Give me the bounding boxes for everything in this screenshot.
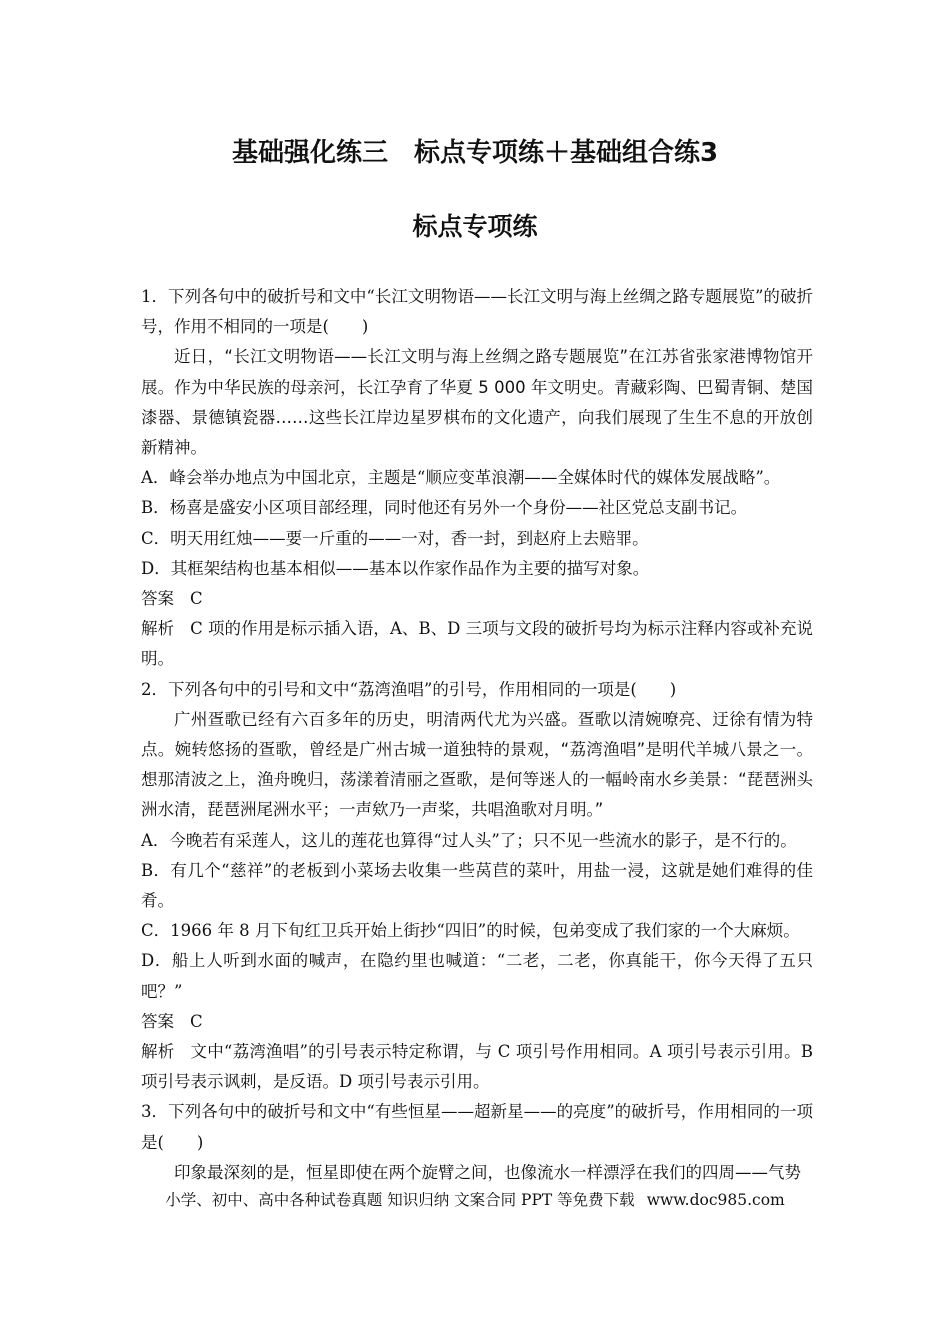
analysis-text: 文中“荔湾渔唱”的引号表示特定称谓，与 C 项引号作用相同。A 项引号表示引用。B 项引号表示讽刺，是反语。D 项引号表示引用。	[141, 1042, 813, 1092]
page-title: 基础强化练三 标点专项练＋基础组合练3	[231, 138, 719, 168]
question-2-option-c: C．1966 年 8 月下旬红卫兵开始上街抄“四旧”的时候，包弟变成了我们家的一个大麻烦。	[141, 921, 800, 941]
section-title: 标点专项练	[412, 212, 538, 241]
question-1-answer	[141, 584, 813, 614]
question-2-option-d: D．船上人听到水面的喊声，在隐约里也喊道：“二老，二老，你真能干，你今天得了五只吧？”	[141, 951, 813, 1001]
answer-value: C	[190, 1011, 203, 1031]
footer-text: 小学、初中、高中各种试卷真题 知识归纳 文案合同 PPT 等免费下载	[165, 1191, 635, 1209]
question-2-analysis	[141, 1037, 813, 1097]
analysis-label: 解析	[141, 1042, 175, 1062]
answer-value: C	[190, 589, 203, 609]
question-2-option-a: A．今晚若有采莲人，这儿的莲花也算得“过人头”了；只不见一些流水的影子，是不行的。	[141, 830, 797, 850]
question-1-analysis	[141, 614, 813, 674]
answer-label: 答案	[141, 589, 174, 609]
analysis-label: 解析	[141, 619, 175, 639]
question-2-option-b: B．有几个“慈祥”的老板到小菜场去收集一些莴苣的菜叶，用盐一浸，这就是她们难得的佳肴。	[141, 860, 813, 911]
analysis-text: C 项的作用是标示插入语，A、B、D 三项与文段的破折号均为标示注释内容或补充说明。	[141, 619, 814, 669]
page-footer	[0, 1189, 950, 1211]
question-1-passage: 近日，“长江文明物语——长江文明与海上丝绸之路专题展览”在江苏省张家港博物馆开展。作为中华民族的母亲河，长江孕育了华夏 5 000 年文明史。青藏彩陶、巴蜀青铜、楚国漆器、景德镇瓷器……这些长江岸边星罗棋布的文化遗产，向我们展现了生生不息的开放创新精神。	[141, 347, 813, 458]
question-1-option-d: D．其框架结构也基本相似——基本以作家作品作为主要的描写对象。	[141, 558, 650, 578]
question-1-option-a: A．峰会举办地点为中国北京，主题是“顺应变革浪潮——全媒体时代的媒体发展战略”。	[141, 468, 781, 488]
answer-label: 答案	[141, 1011, 174, 1031]
question-2-stem: 2．下列各句中的引号和文中“荔湾渔唱”的引号，作用相同的一项是( )	[141, 679, 677, 699]
content-body	[141, 282, 813, 1188]
question-1-option-b: B．杨喜是盛安小区项目部经理，同时他还有另外一个身份——社区党总支副书记。	[141, 498, 748, 518]
footer-url[interactable]: www.doc985.com	[646, 1191, 785, 1209]
question-2-passage: 广州疍歌已经有六百多年的历史，明清两代尤为兴盛。疍歌以清婉嘹亮、迂徐有情为特点。婉转悠扬的疍歌，曾经是广州古城一道独特的景观，“荔湾渔唱”是明代羊城八景之一。想那清波之上，渔舟晚归，荡漾着清丽之疍歌，是何等迷人的一幅岭南水乡美景：“琵琶洲头洲水清，琵琶洲尾洲水平；一声欸乃一声桨，共唱渔歌对月明。”	[141, 709, 813, 820]
question-1-stem: 1．下列各句中的破折号和文中“长江文明物语——长江文明与海上丝绸之路专题展览”的破折号，作用不相同的一项是( )	[141, 287, 813, 337]
question-2-answer	[141, 1007, 813, 1037]
question-3-stem: 3．下列各句中的破折号和文中“有些恒星——超新星——的亮度”的破折号，作用相同的一项是( )	[141, 1102, 813, 1152]
question-1-option-c: C．明天用红烛——要一斤重的——一对，香一封，到赵府上去赔罪。	[141, 528, 649, 548]
question-3-passage: 印象最深刻的是，恒星即使在两个旋臂之间，也像流水一样漂浮在我们的四周——气势	[174, 1162, 801, 1182]
